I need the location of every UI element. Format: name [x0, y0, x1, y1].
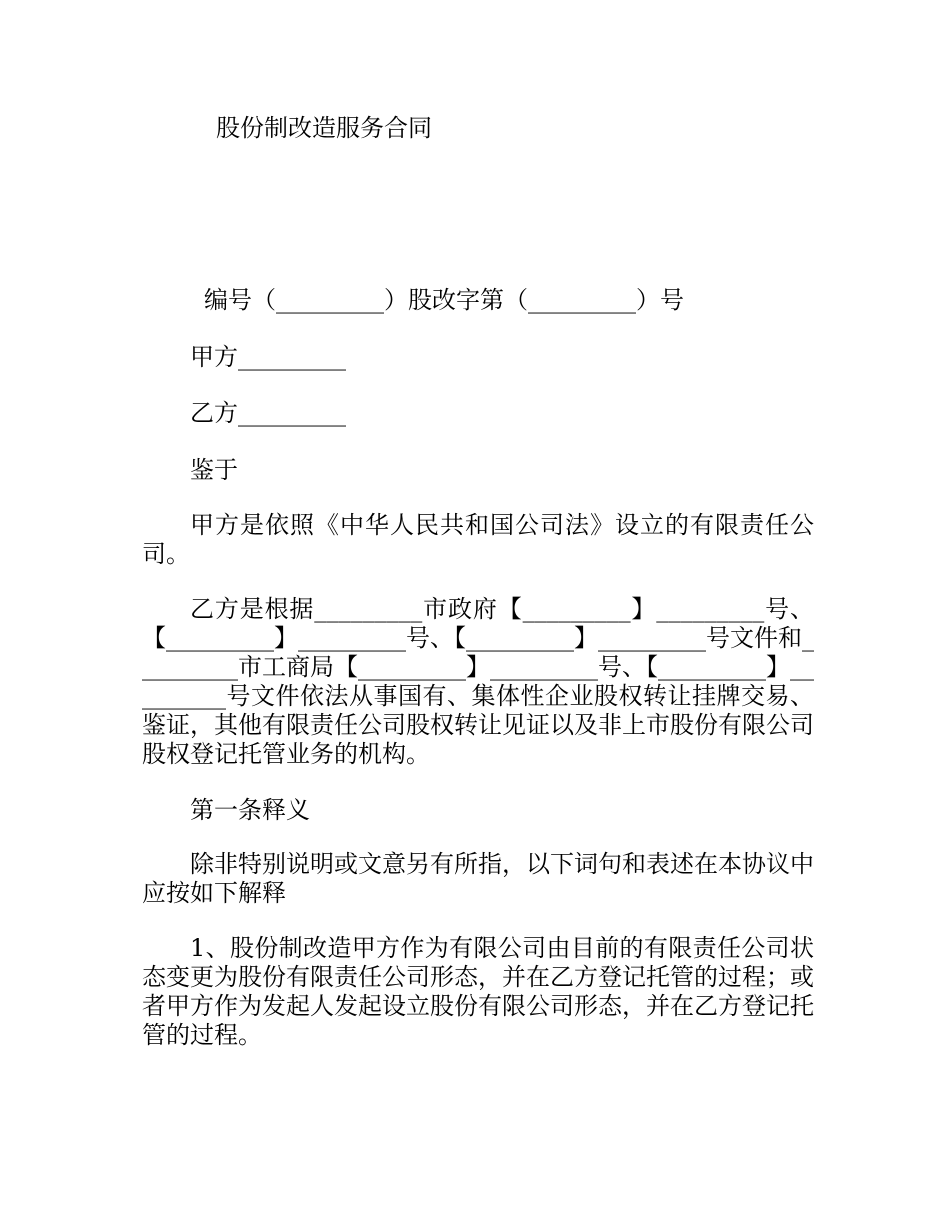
article-1-intro: 除非特别说明或文意另有所指，以下词句和表述在本协议中应按如下解释	[142, 850, 814, 907]
party-a-description: 甲方是依照《中华人民共和国公司法》设立的有限责任公司。	[142, 511, 814, 568]
article-1-item-1: 1、股份制改造甲方作为有限公司由目前的有限责任公司状态变更为股份有限责任公司形态，并在乙方登记托管的过程；或者甲方作为发起人发起设立股份有限公司形态，并在乙方登记托管的过程。	[142, 934, 814, 1049]
party-b-description: 乙方是根据_________市政府【_________】_________号、【_________】_________号、【_________】_________号文件和_________市工商局【_________】_________号、【_________】_________号文件依法从事国有、集体性企业股权转让挂牌交易、鉴证，其他有限责任公司股权转让见证以及非上市股份有限公司股权登记托管业务的机构。	[142, 595, 814, 768]
party-b-line: 乙方_________	[190, 399, 346, 427]
whereas-heading: 鉴于	[190, 456, 238, 484]
contract-number-line: 编号（_________）股改字第（_________）号	[204, 286, 684, 314]
article-1-heading: 第一条释义	[190, 796, 310, 824]
party-a-line: 甲方_________	[190, 343, 346, 371]
document-title: 股份制改造服务合同	[216, 114, 432, 142]
